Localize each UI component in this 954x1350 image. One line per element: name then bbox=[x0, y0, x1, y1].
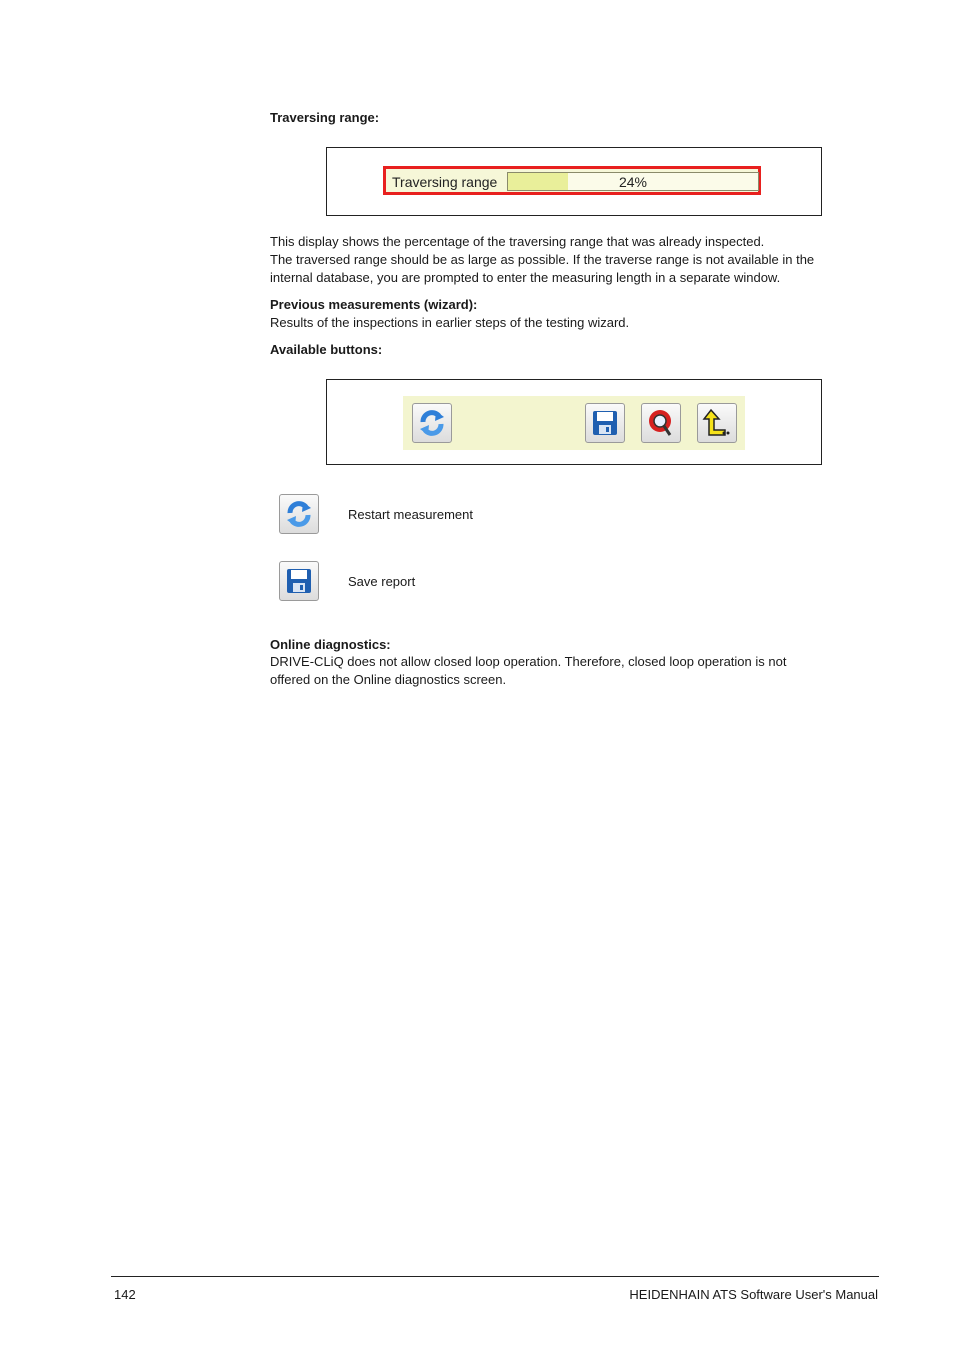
online-diagnostics-description: DRIVE-CLiQ does not allow closed loop operation. Therefore, closed loop operation is not offered on the Online diagnostics screen. bbox=[270, 654, 787, 687]
previous-measurements-description: Results of the inspections in earlier steps of the testing wizard. bbox=[270, 315, 630, 330]
save-disk-icon bbox=[590, 408, 620, 438]
toolbar-figure bbox=[326, 379, 822, 465]
refresh-icon bbox=[417, 408, 447, 438]
save-report-button[interactable] bbox=[585, 403, 625, 443]
traversing-range-label: Traversing range bbox=[392, 174, 498, 190]
traversing-range-description: This display shows the percentage of the traversing range that was already inspected. The traversed range should be as large as possible. If the traverse range is not available in the internal database, you are prompted to enter the measuring length in a separate window. bbox=[270, 234, 815, 285]
legend-restart-label: Restart measurement bbox=[348, 507, 473, 522]
traversing-range-heading: Traversing range: bbox=[270, 110, 380, 125]
traversing-range-widget bbox=[383, 166, 761, 195]
refresh-icon bbox=[284, 499, 314, 529]
progress-percent: 24% bbox=[618, 174, 648, 190]
magnifier-icon bbox=[646, 408, 676, 438]
traversing-range-progress-bar bbox=[507, 172, 759, 191]
legend-save-icon-box bbox=[279, 561, 319, 601]
return-arrow-icon bbox=[702, 408, 732, 438]
traversing-range-figure bbox=[326, 147, 822, 216]
diagnostics-button[interactable] bbox=[641, 403, 681, 443]
manual-title: HEIDENHAIN ATS Software User's Manual bbox=[629, 1287, 878, 1302]
restart-measurement-button[interactable] bbox=[412, 403, 452, 443]
online-diagnostics-heading: Online diagnostics: bbox=[270, 637, 391, 652]
footer-divider bbox=[111, 1276, 879, 1277]
save-disk-icon bbox=[284, 566, 314, 596]
toolbar bbox=[403, 396, 745, 450]
available-buttons-heading: Available buttons: bbox=[270, 342, 383, 357]
legend-restart-icon-box bbox=[279, 494, 319, 534]
previous-measurements-heading: Previous measurements (wizard): bbox=[270, 297, 478, 312]
legend-save-label: Save report bbox=[348, 574, 416, 589]
page-number: 142 bbox=[114, 1287, 136, 1302]
return-button[interactable] bbox=[697, 403, 737, 443]
